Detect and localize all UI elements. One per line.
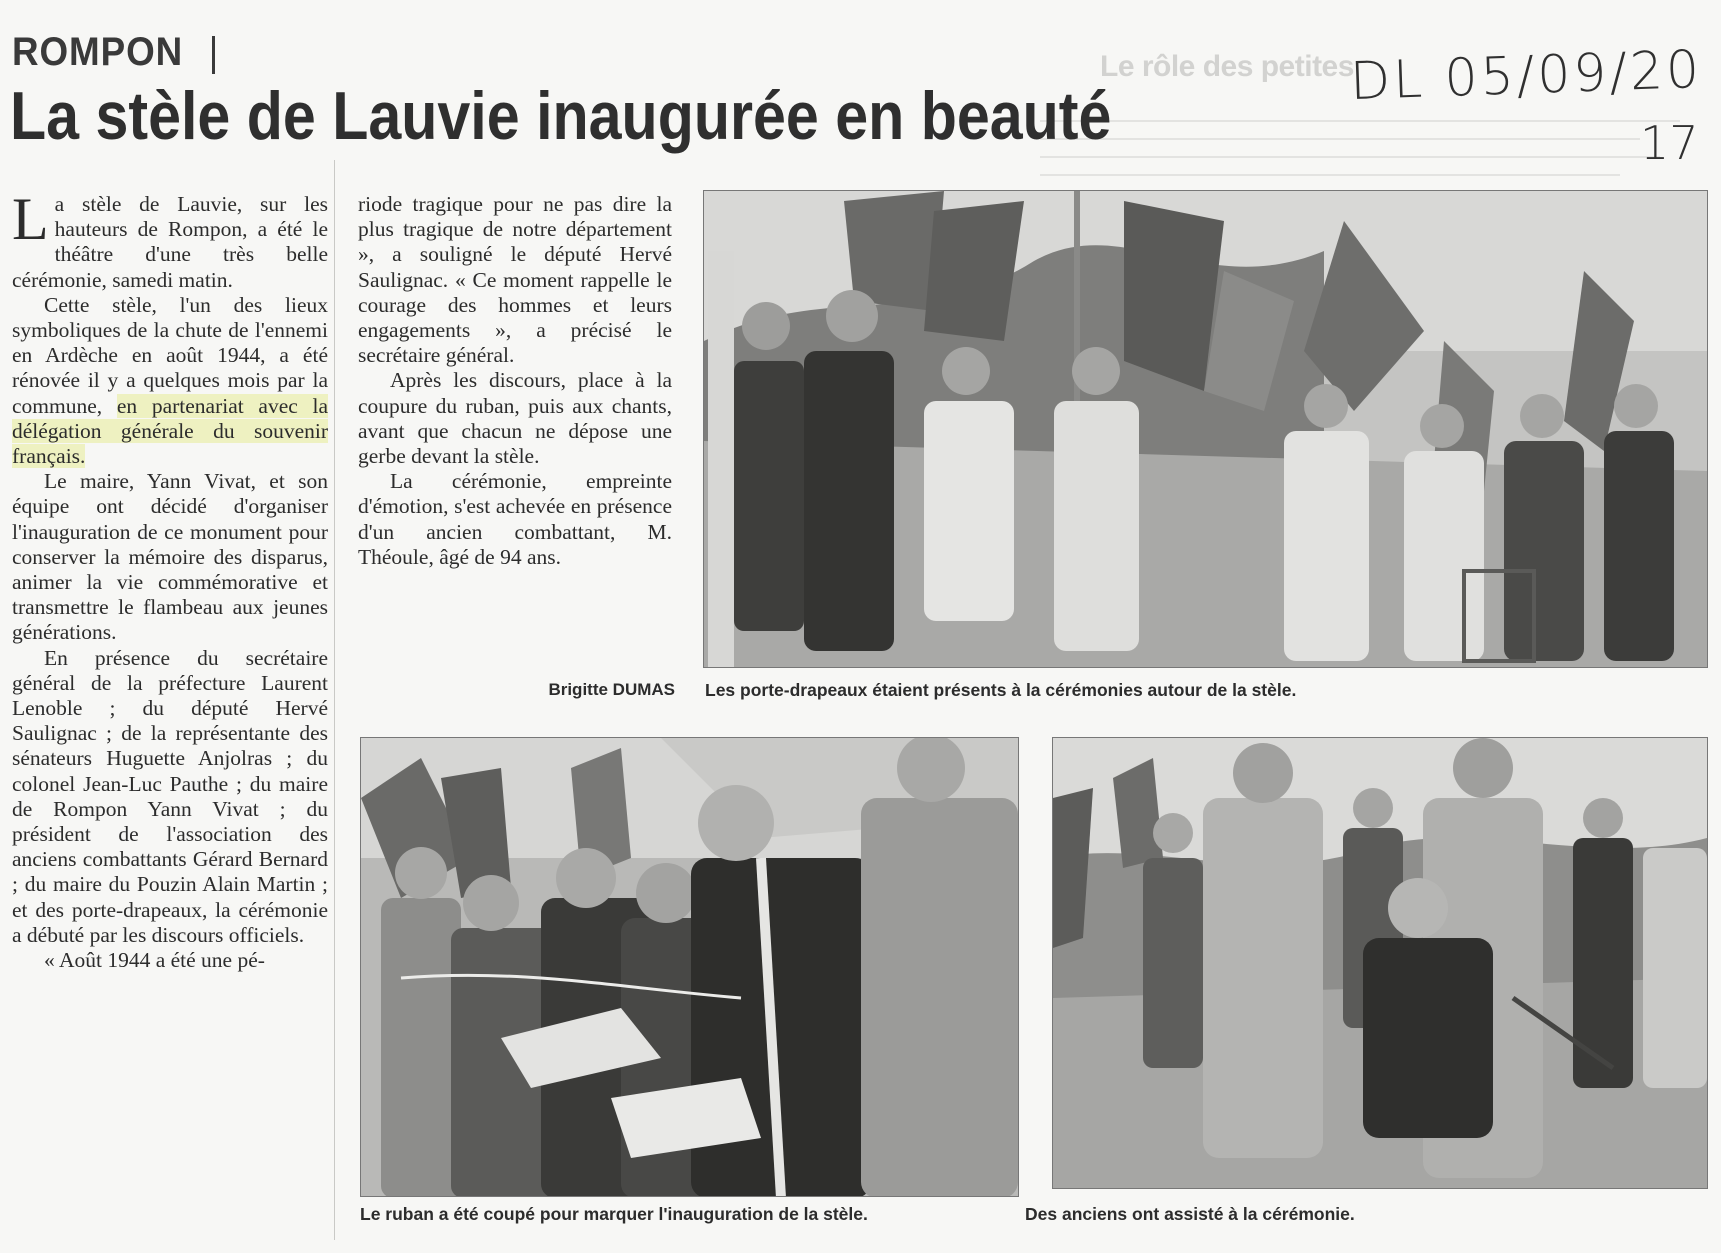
- photo-caption-bottom-left: Le ruban a été coupé pour marquer l'inauguration de la stèle.: [360, 1204, 868, 1224]
- highlighted-text: en partenariat avec la délégation générale du souvenir français.: [12, 393, 328, 469]
- article-column-2: [358, 192, 672, 570]
- photo-flag-bearers: [703, 190, 1708, 668]
- photo-veterans: [1052, 737, 1708, 1189]
- dropcap: L: [12, 186, 49, 252]
- handwritten-date-year: 17: [1640, 116, 1699, 170]
- paragraph: riode tragique pour ne pas dire la plus tragique de notre département », a souligné le député Hervé Saulignac. « Ce moment rappelle le courage des hommes et leurs engagements », a précisé le secrétaire général.: [358, 192, 672, 368]
- photo-ribbon-cutting: [360, 737, 1019, 1197]
- photo-caption-top: Les porte-drapeaux étaient présents à la cérémonies autour de la stèle.: [705, 680, 1297, 700]
- paragraph: Après les discours, place à la coupure du ruban, puis aux chants, avant que chacun ne dépose une gerbe devant la stèle.: [358, 368, 672, 469]
- section-divider: [212, 36, 215, 74]
- paragraph: La stèle de Lauvie, sur les hauteurs de Rompon, a été le théâtre d'une très belle cérémonie, samedi matin.: [12, 186, 328, 292]
- photo-caption-bottom-right: Des anciens ont assisté à la cérémonie.: [1025, 1204, 1355, 1224]
- bleed-through-title: Le rôle des petites: [1100, 50, 1354, 83]
- article-column-1: [12, 186, 328, 973]
- column-rule: [334, 160, 335, 1240]
- handwritten-date-note: DL 05/09/20: [1349, 39, 1704, 113]
- paragraph: En présence du secrétaire général de la préfecture Laurent Lenoble ; du député Hervé Saulignac ; de la représentante des sénateurs Huguette Anjolras ; du colonel Jean-Luc Pauthe ; du maire de Rompon Yann Vivat ; du président de l'association des anciens combattants Gérard Bernard ; du maire du Pouzin Alain Martin ; et des porte-drapeaux, la cérémonie a débuté par les discours officiels.: [12, 645, 328, 947]
- paragraph: Cette stèle, l'un des lieux symboliques de la chute de l'ennemi en Ardèche en août 1944, a été rénovée il y a quelques mois par la commune, en partenariat avec la délégation générale du souvenir français.: [12, 292, 328, 469]
- paragraph: « Août 1944 a été une pé-: [44, 948, 265, 973]
- paragraph: La cérémonie, empreinte d'émotion, s'est achevée en présence d'un ancien combattant, M. Théoule, âgé de 94 ans.: [358, 469, 672, 569]
- section-label: ROMPON: [12, 30, 184, 74]
- headline: La stèle de Lauvie inaugurée en beauté: [10, 78, 1112, 154]
- paragraph: Le maire, Yann Vivat, et son équipe ont décidé d'organiser l'inauguration de ce monument pour conserver la mémoire des disparus, animer la vie commémorative et transmettre le flambeau aux jeunes générations.: [12, 469, 328, 645]
- byline: Brigitte DUMAS: [548, 680, 675, 699]
